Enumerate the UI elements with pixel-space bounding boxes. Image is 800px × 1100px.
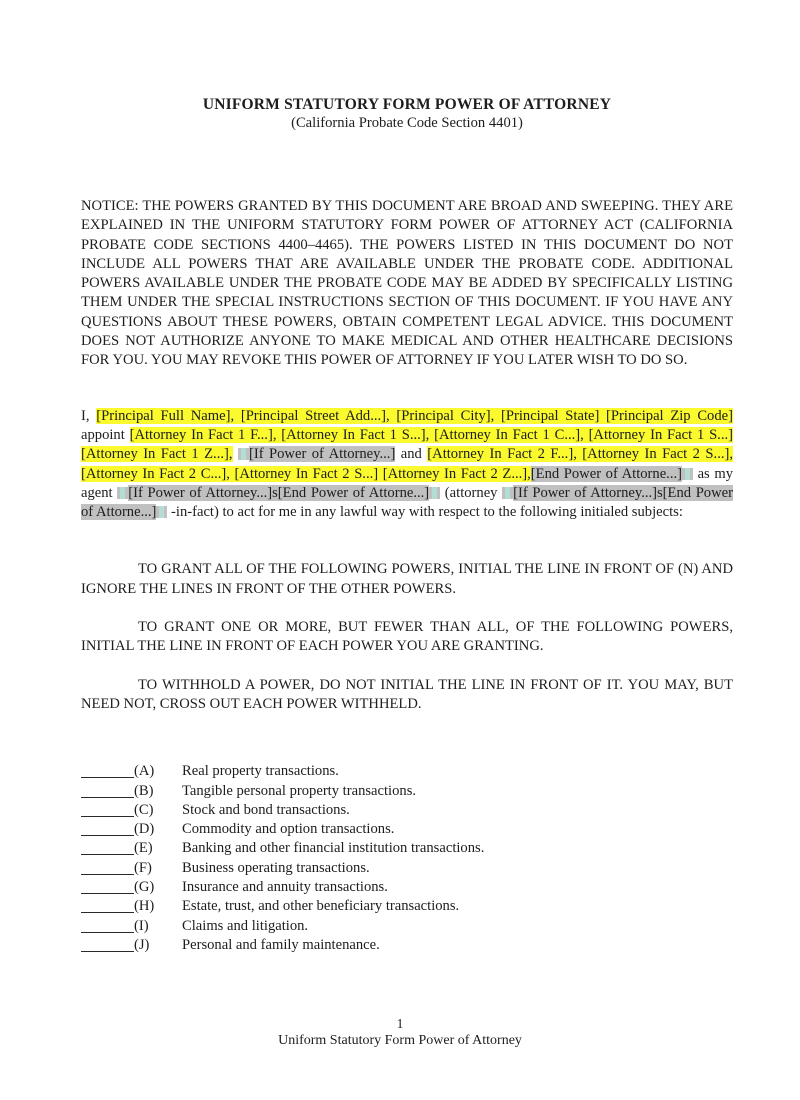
power-row [81,762,733,781]
power-label: Real property transactions. [182,763,339,780]
notice-paragraph: NOTICE: THE POWERS GRANTED BY THIS DOCUMENT ARE BROAD AND SWEEPING. THEY ARE EXPLAINED IN THE UNIFORM STATUTORY FORM POWER OF ATTORNEY ACT (CALIFORNIA PROBATE CODE SECTIONS 4400–4465). THE POWERS LISTED IN THIS DOCUMENT DO NOT INCLUDE ALL POWERS THAT ARE AVAILABLE UNDER THE PROBATE CODE. ADDITIONAL POWERS AVAILABLE UNDER THE PROBATE CODE MAY BE ADDED BY SPECIFICALLY LISTING THEM UNDER THE SPECIAL INSTRUCTIONS SECTION OF THIS DOCUMENT. IF YOU HAVE ANY QUESTIONS ABOUT THESE POWERS, OBTAIN COMPETENT LEGAL ADVICE. THIS DOCUMENT DOES NOT AUTHORIZE ANYONE TO MAKE MEDICAL AND OTHER HEALTHCARE DECISIONS FOR YOU. YOU MAY REVOKE THIS POWER OF ATTORNEY IF YOU LATER WISH TO DO SO. [81,198,733,369]
hidden-field-marker-icon [238,448,249,460]
body-text: and [395,446,428,463]
initials-blank-line [81,874,134,875]
document-title: UNIFORM STATUTORY FORM POWER OF ATTORNEY [202,96,612,113]
body-text: I, [81,407,97,424]
power-letter: (B) [134,782,154,799]
body-text: (attorney [440,484,503,501]
power-letter: (I) [134,917,149,934]
instruction-grant-some: TO GRANT ONE OR MORE, BUT FEWER THAN ALL, OF THE FOLLOWING POWERS, INITIAL THE LINE IN FRONT OF EACH POWER YOU ARE GRANTING. [81,619,733,655]
conditional-field-token: [If Power of Attorney...]s[End Power of [128,484,365,501]
page-number: 1 [396,1016,404,1031]
merge-field-token: [Attorney In Fact 1 F...], [Attorney In Fact 1 S...], [Attorney In Fact 1 C...], [Attorney In Fact 1 S...] [Attorney In Fact 1 Z...], [81,426,733,463]
power-label: Banking and other financial institution transactions. [182,840,485,857]
merge-field-token: [Principal Full Name], [Principal Street Add...], [Principal City], [Principal State] [Principal Zip Code] [96,407,733,424]
initials-blank-line [81,777,134,778]
footer-tagline: Uniform Statutory Form Power of Attorney [278,1033,522,1048]
power-label: Insurance and annuity transactions. [182,879,388,896]
power-letter: (H) [134,898,155,915]
initials-blank-line [81,912,134,913]
power-label: Commodity and option transactions. [182,821,395,838]
power-row [81,801,733,820]
power-label: Estate, trust, and other beneficiary transactions. [182,898,460,915]
page-footer [0,1015,800,1050]
power-label: Business operating transactions. [182,859,370,876]
initials-blank-line [81,932,134,933]
initials-blank-line [81,835,134,836]
power-letter: (G) [134,879,155,896]
power-row [81,820,733,839]
initials-blank-line [81,893,134,894]
conditional-field-token: [If Power of Attorney...] [248,446,396,463]
power-letter: (F) [134,859,152,876]
power-row [81,936,733,955]
power-letter: (C) [134,801,154,818]
conditional-field-token: Attorne...] [364,484,430,501]
conditional-field-token: [End Power of Attorne...] [530,465,682,482]
power-label: Personal and family maintenance. [182,936,380,953]
power-row [81,917,733,936]
body-text: as my agent [81,465,733,501]
power-letter: (J) [134,936,150,953]
body-text: appoint [81,426,130,443]
instruction-grant-all: TO GRANT ALL OF THE FOLLOWING POWERS, INITIAL THE LINE IN FRONT OF (N) AND IGNORE THE LINES IN FRONT OF THE OTHER POWERS. [81,561,733,597]
powers-list [81,762,733,955]
power-row [81,897,733,916]
hidden-field-marker-icon [156,506,167,518]
instruction-withhold: TO WITHHOLD A POWER, DO NOT INITIAL THE LINE IN FRONT OF IT. YOU MAY, BUT NEED NOT, CROSS OUT EACH POWER WITHHELD. [81,676,733,712]
power-row [81,878,733,897]
hidden-field-marker-icon [502,487,513,499]
hidden-field-marker-icon [117,487,128,499]
power-letter: (A) [134,763,155,780]
power-label: Stock and bond transactions. [182,801,350,818]
power-letter: (D) [134,821,155,838]
initials-blank-line [81,797,134,798]
initials-blank-line [81,951,134,952]
appointment-paragraph [81,407,733,523]
power-label: Claims and litigation. [182,917,309,934]
power-letter: (E) [134,840,153,857]
hidden-field-marker-icon [429,487,440,499]
document-subtitle: (California Probate Code Section 4401) [291,115,523,131]
power-row [81,782,733,801]
power-row [81,859,733,878]
body-text: -in-fact) to act for me in any lawful way with respect to the following initialed subjects: [167,504,683,521]
conditional-field-token: [If Power of Attorney...]s[End Power of Attorne...] [81,484,733,521]
merge-field-token: [Attorney In Fact 2 F...], [Attorney In Fact 2 S...], [Attorney In Fact 2 C...], [Attorney In Fact 2 S...] [Attorney In Fact 2 Z...], [81,446,734,482]
power-label: Tangible personal property transactions. [182,782,417,799]
power-row [81,839,733,858]
initials-blank-line [81,816,134,817]
hidden-field-marker-icon [682,468,693,480]
initials-blank-line [81,854,134,855]
